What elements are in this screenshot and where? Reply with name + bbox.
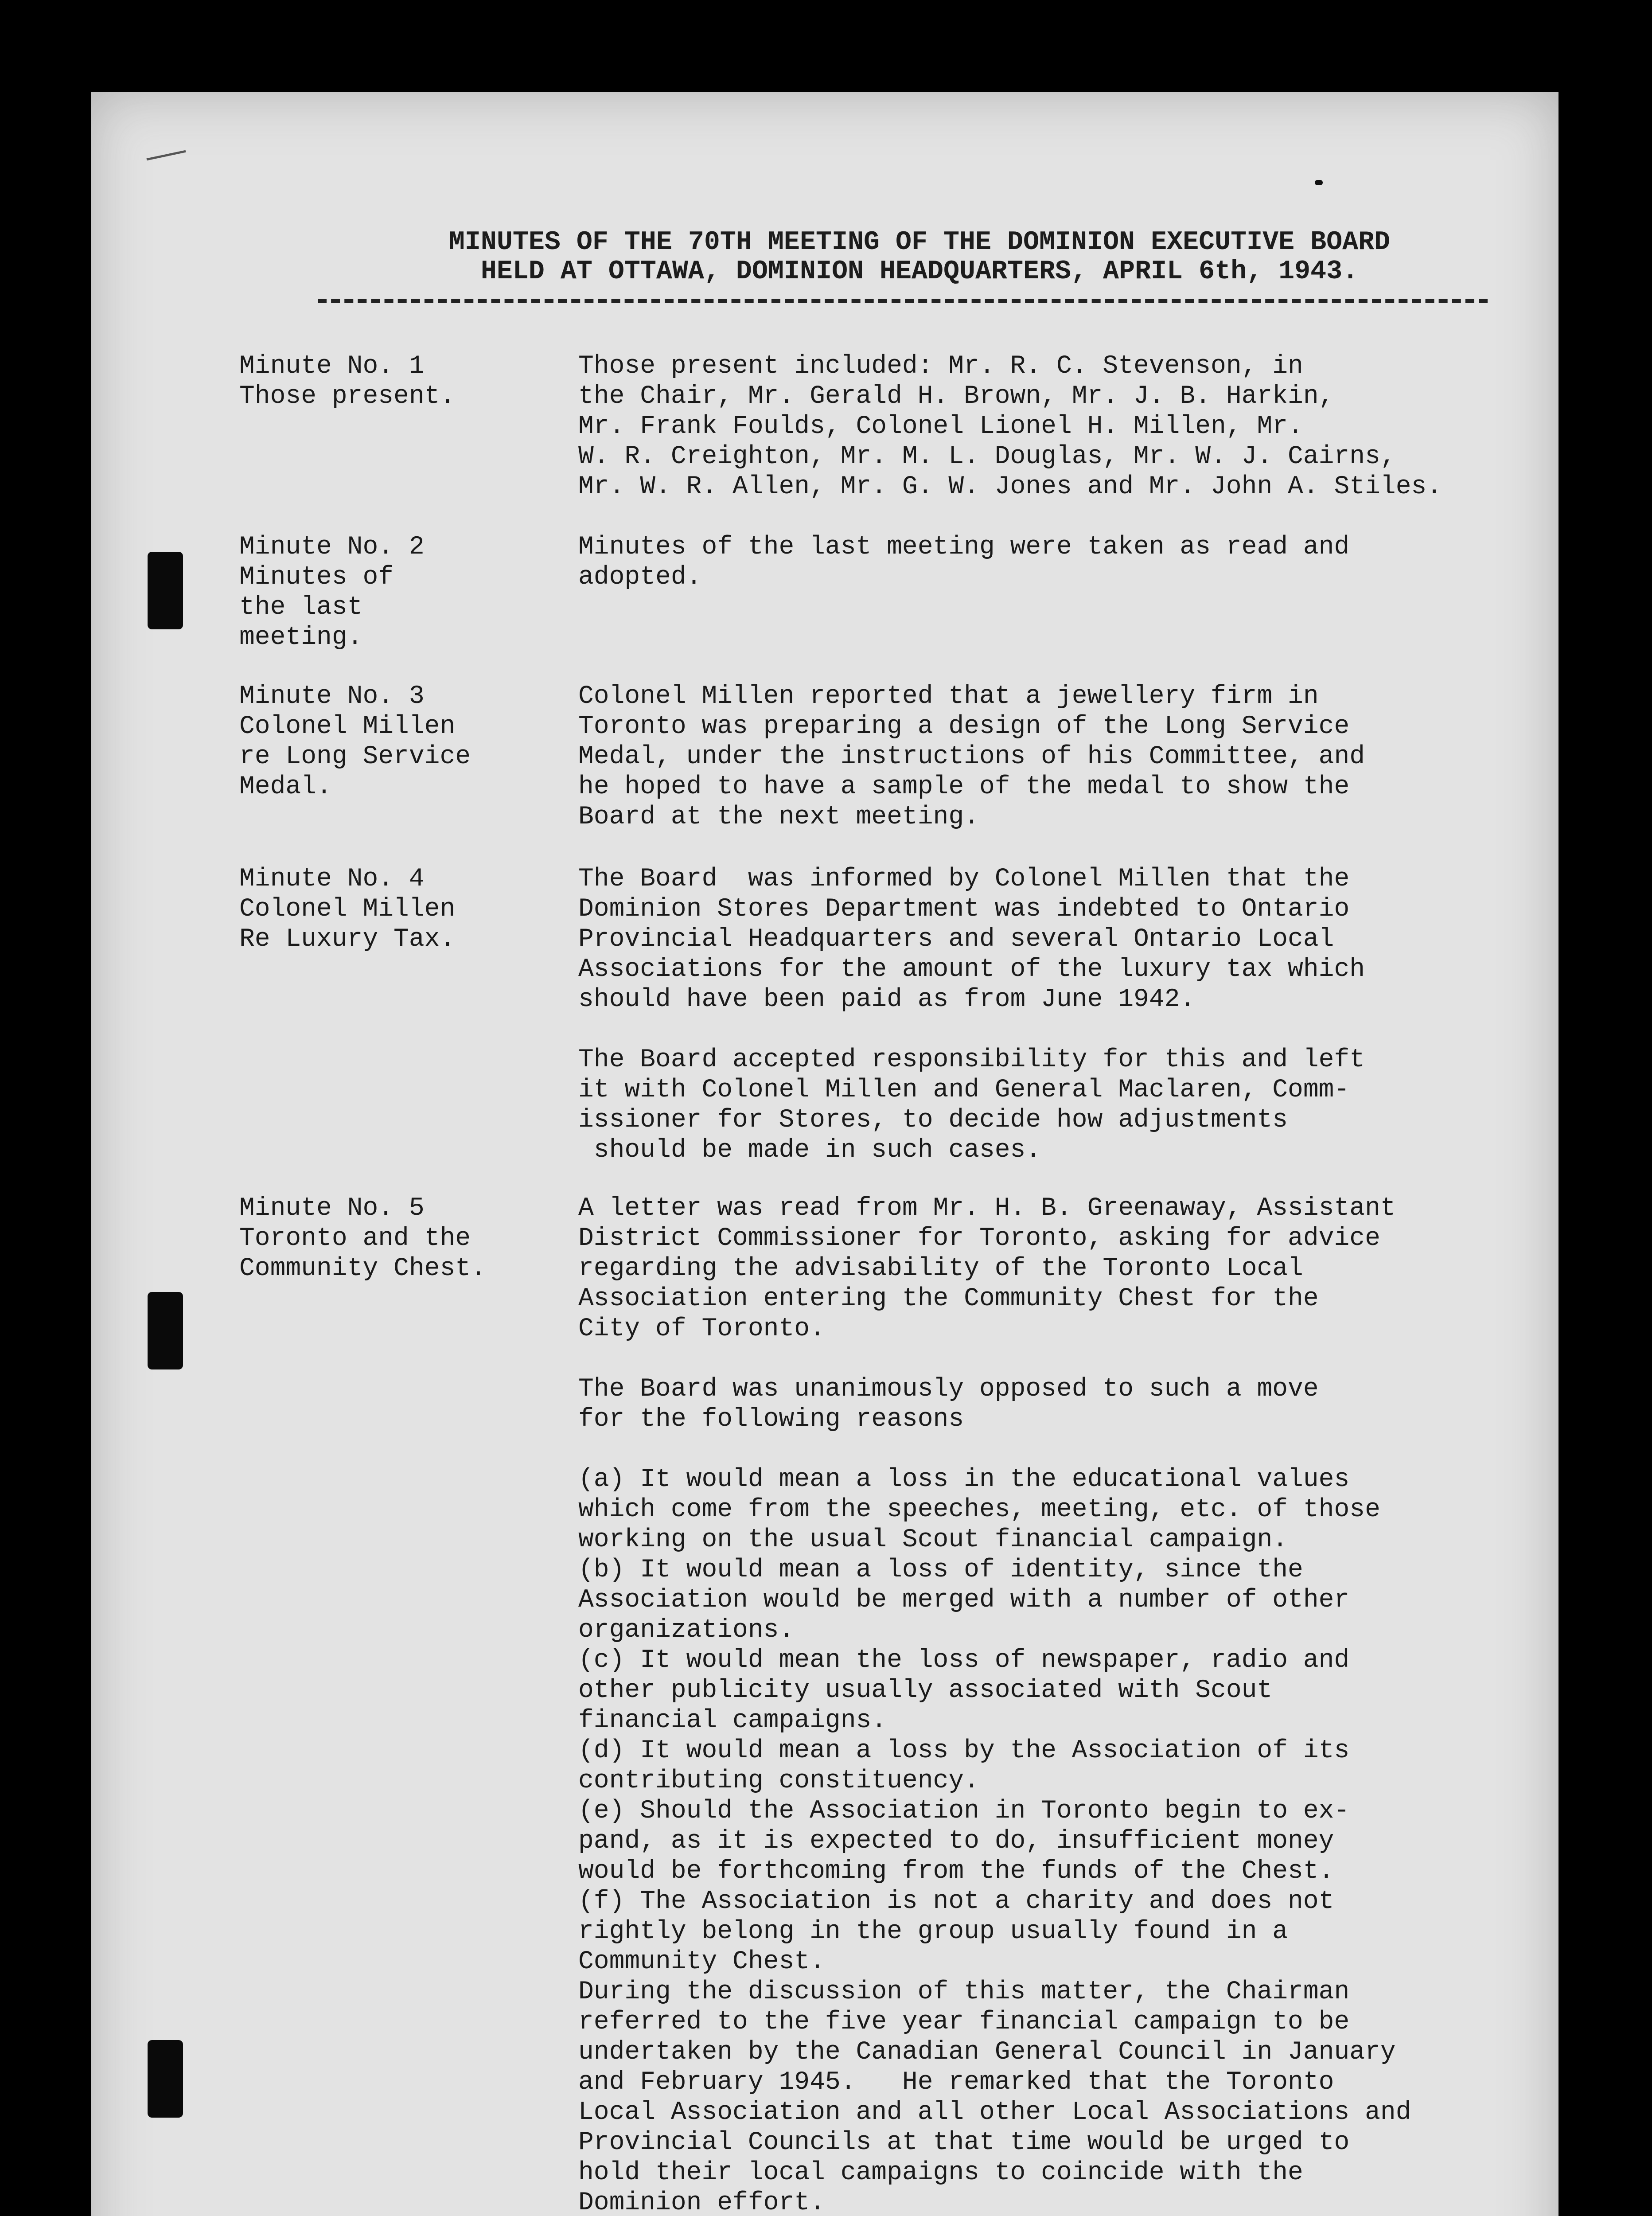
body-line: During the discussion of this matter, the Chairman [578,1978,1350,2006]
minute-subject: Toronto and the [239,1224,471,1253]
minute-subject: Medal. [239,772,332,801]
binder-tab [148,2040,183,2118]
minute-subject: Colonel Millen [239,895,456,924]
body-line: Community Chest. [578,1947,825,1976]
heading-line-1: MINUTES OF THE 70TH MEETING OF THE DOMINION EXECUTIVE BOARD [448,227,1391,257]
body-line: undertaken by the Canadian General Council in January [578,2038,1396,2067]
body-line: Dominion Stores Department was indebted to Ontario [578,895,1350,924]
body-line: The Board was informed by Colonel Millen that the [578,865,1350,893]
paragraph-gap [578,1344,1553,1374]
body-line: referred to the five year financial campaign to be [578,2008,1350,2037]
body-line: Dominion effort. [578,2189,825,2216]
body-line: Provincial Headquarters and several Ontario Local [578,925,1334,954]
heading-underline [318,299,1488,303]
body-line: other publicity usually associated with Scout [578,1676,1273,1705]
body-line: adopted. [578,563,702,592]
minute-subject: Community Chest. [239,1254,486,1283]
minute-body [578,351,1553,502]
minute-number: Minute No. 5 [239,1194,425,1223]
binder-tab [148,1292,183,1369]
minute-subject: the last [239,593,363,622]
body-line: working on the usual Scout financial campaign. [578,1525,1288,1554]
body-line: The Board accepted responsibility for this and left [578,1046,1365,1074]
body-line: City of Toronto. [578,1315,825,1343]
minute-subject: Those present. [239,382,456,411]
minute-subject: re Long Service [239,742,471,771]
body-line: hold their local campaigns to coincide with the [578,2158,1303,2187]
paragraph-gap [578,1015,1553,1045]
body-line: (c) It would mean the loss of newspaper, radio and [578,1646,1350,1675]
body-line: he hoped to have a sample of the medal to show the [578,772,1350,801]
body-line: Provincial Councils at that time would be urged to [578,2128,1350,2157]
body-line: Medal, under the instructions of his Committee, and [578,742,1365,771]
paragraph-gap [578,1435,1553,1465]
body-line: would be forthcoming from the funds of the Chest. [578,1857,1334,1886]
minute-subject: Minutes of [239,563,394,592]
body-line: W. R. Creighton, Mr. M. L. Douglas, Mr. W. J. Cairns, [578,442,1396,471]
body-line: contributing constituency. [578,1767,979,1795]
body-line: regarding the advisability of the Toronto Local [578,1254,1303,1283]
body-line: Association entering the Community Chest for the [578,1284,1319,1313]
body-line: A letter was read from Mr. H. B. Greenaway, Assistant [578,1194,1396,1223]
body-line: rightly belong in the group usually found in a [578,1917,1288,1946]
body-line: (f) The Association is not a charity and does not [578,1887,1334,1916]
body-line: Association would be merged with a number of other [578,1586,1350,1615]
body-line: should be made in such cases. [578,1136,1041,1165]
minute-number: Minute No. 4 [239,865,425,893]
body-line: issioner for Stores, to decide how adjustments [578,1106,1288,1135]
minute-number: Minute No. 3 [239,682,425,711]
minute-subject: meeting. [239,623,363,652]
body-line: The Board was unanimously opposed to such a move [578,1375,1319,1404]
ink-speck [1315,180,1323,185]
body-line: and February 1945. He remarked that the Toronto [578,2068,1334,2097]
minute-subject: Colonel Millen [239,712,456,741]
binder-tab [148,552,183,629]
body-line: District Commissioner for Toronto, asking for advice [578,1224,1380,1253]
minute-number: Minute No. 1 [239,352,425,381]
body-line: (d) It would mean a loss by the Association of its [578,1736,1350,1765]
body-line: Colonel Millen reported that a jewellery firm in [578,682,1319,711]
minute-label [239,864,567,955]
heading-line-2: HELD AT OTTAWA, DOMINION HEADQUARTERS, APRIL 6th, 1943. [480,257,1359,287]
minute-subject: Re Luxury Tax. [239,925,456,954]
body-line: Associations for the amount of the luxury tax which [578,955,1365,984]
body-line: (a) It would mean a loss in the educational values [578,1465,1350,1494]
minute-body [578,682,1553,832]
body-line: which come from the speeches, meeting, etc. of those [578,1495,1380,1524]
body-line: Minutes of the last meeting were taken as read and [578,533,1350,562]
body-line: for the following reasons [578,1405,964,1434]
document-heading [321,228,1518,286]
body-line: Local Association and all other Local Associations and [578,2098,1411,2127]
body-line: (b) It would mean a loss of identity, since the [578,1556,1303,1584]
body-line: Mr. W. R. Allen, Mr. G. W. Jones and Mr. John A. Stiles. [578,472,1442,501]
body-line: it with Colonel Millen and General Maclaren, Comm- [578,1076,1350,1104]
body-line: organizations. [578,1616,795,1645]
body-line: financial campaigns. [578,1706,887,1735]
minute-number: Minute No. 2 [239,533,425,562]
body-line: Toronto was preparing a design of the Long Service [578,712,1350,741]
document-page [91,92,1558,2216]
minute-label [239,351,567,412]
body-line: Board at the next meeting. [578,803,979,831]
body-line: pand, as it is expected to do, insufficient money [578,1827,1334,1856]
minute-body [578,532,1553,593]
minute-body [578,1194,1553,2216]
body-line: Those present included: Mr. R. C. Stevenson, in [578,352,1303,381]
minute-body [578,864,1553,1166]
body-line: the Chair, Mr. Gerald H. Brown, Mr. J. B. Harkin, [578,382,1334,411]
body-line: (e) Should the Association in Toronto begin to ex- [578,1797,1350,1826]
minute-label [239,532,567,653]
minute-label [239,1194,567,1284]
minute-label [239,682,567,802]
body-line: should have been paid as from June 1942. [578,985,1196,1014]
body-line: Mr. Frank Foulds, Colonel Lionel H. Millen, Mr. [578,412,1303,441]
